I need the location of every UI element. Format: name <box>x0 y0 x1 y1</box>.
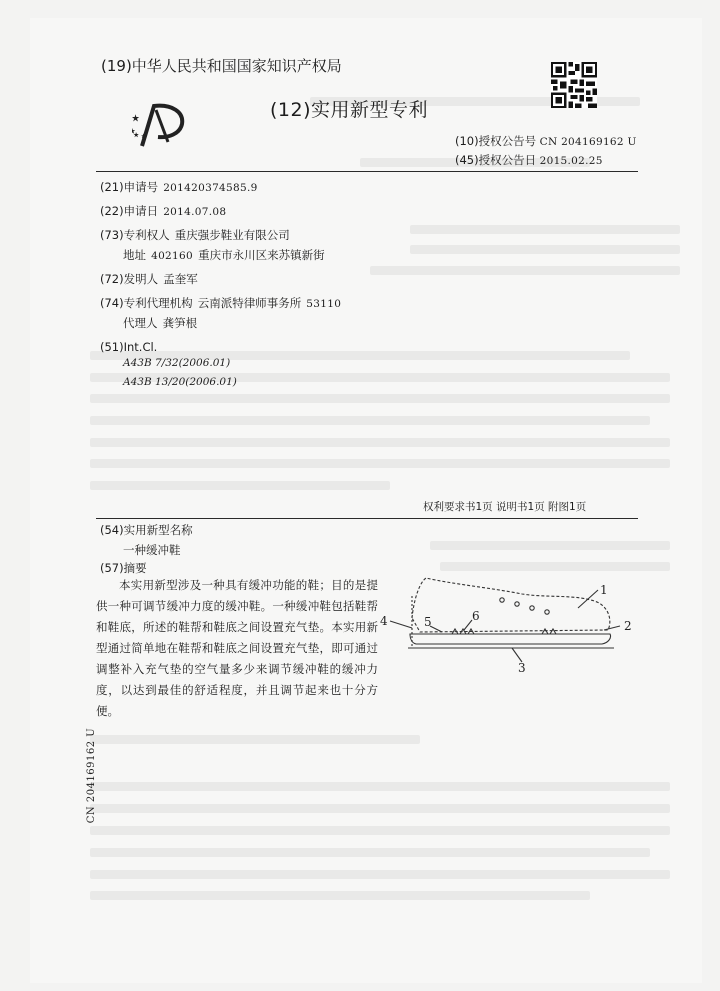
int-cl-label: (51)Int.Cl. <box>100 340 158 354</box>
fig-label-5: 5 <box>424 615 432 629</box>
patent-type: (12)实用新型专利 <box>270 99 429 121</box>
fig-label-4: 4 <box>380 614 388 628</box>
application-date: (22)申请日 2014.07.08 <box>100 204 227 218</box>
int-cl-item: A43B 7/32(2006.01) <box>123 357 231 369</box>
inventor: (72)发明人 孟奎军 <box>100 272 198 286</box>
utility-model-title: 一种缓冲鞋 <box>123 543 181 557</box>
title-label: (54)实用新型名称 <box>100 523 193 537</box>
section-rule <box>96 518 638 519</box>
page-counts: 权利要求书1页 说明书1页 附图1页 <box>423 501 587 513</box>
fig-label-1: 1 <box>600 583 608 597</box>
fig-label-2: 2 <box>624 619 632 633</box>
fig-label-3: 3 <box>518 661 526 675</box>
application-number: (21)申请号 201420374585.9 <box>100 180 258 194</box>
patent-holder: (73)专利权人 重庆强步鞋业有限公司 <box>100 228 290 242</box>
holder-address: 地址 402160 重庆市永川区来苏镇新街 <box>123 248 325 262</box>
patent-agency: (74)专利代理机构 云南派特律师事务所 53110 <box>100 296 342 310</box>
shoe-cushion-figure <box>372 568 662 683</box>
abstract-label: (57)摘要 <box>100 561 147 575</box>
side-publication-number: CN 204169162 U <box>86 727 98 824</box>
abstract-body <box>96 575 378 722</box>
publication-date: (45)授权公告日 2015.02.25 <box>455 153 603 167</box>
qr-code <box>551 62 597 108</box>
patent-agent: 代理人 龚笋根 <box>123 316 198 330</box>
publication-number: (10)授权公告号 CN 204169162 U <box>455 134 637 148</box>
sipo-logo <box>132 100 190 148</box>
fig-label-6: 6 <box>472 609 480 623</box>
int-cl-item: A43B 13/20(2006.01) <box>123 376 237 388</box>
office-name: (19)中华人民共和国国家知识产权局 <box>101 57 342 75</box>
abstract-text: 本实用新型涉及一种具有缓冲功能的鞋；目的是提供一种可调节缓冲力度的缓冲鞋。一种缓冲鞋包括鞋帮和鞋底，所述的鞋帮和鞋底之间设置充气垫。本实用新型通过简单地在鞋帮和鞋底之间设置充气垫，即可通过调整补入充气垫的空气量多少来调节缓冲鞋的缓冲力度，以达到最佳的舒适程度，并且调节起来也十分方便。 <box>96 578 378 718</box>
header-rule <box>96 171 638 172</box>
